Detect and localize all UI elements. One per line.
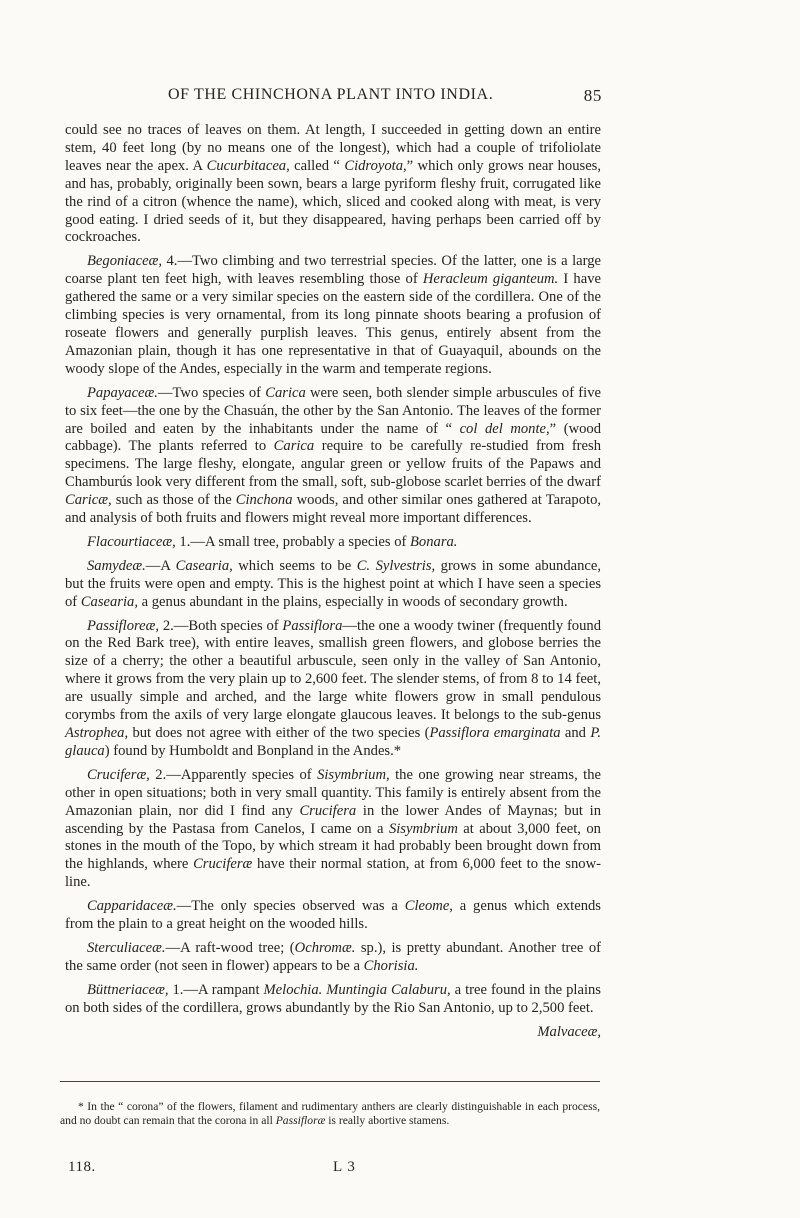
text-run: * In the “ corona” of the flowers, filament and rudimentary anthers are clearly distinguishable in each process, and no doubt can remain that the corona in all: [60, 1100, 600, 1127]
text-run: a genus which extends from the plain to a great height on the wooded hills.: [65, 898, 601, 933]
text-run: —A raft-wood tree; (: [165, 939, 295, 956]
family-name: Begoniaceæ,: [87, 253, 162, 270]
running-header: [0, 86, 800, 110]
family-name: Samydeæ.: [87, 557, 146, 574]
paragraph-papayaceae: [65, 385, 601, 528]
text-run: 1.—A rampant: [168, 981, 264, 998]
italic-run: Heracleum giganteum.: [422, 271, 559, 288]
italic-run: Cleome,: [404, 898, 453, 915]
italic-run: Caricæ,: [65, 492, 112, 509]
family-name: Sterculiaceæ.: [87, 939, 166, 956]
family-name: Flacourtiaceæ,: [87, 533, 176, 550]
text-run: require to be carefully re-studied from fresh specimens. The large fleshy, elongate, angular green or yellow fruits of the Papaws and Chamburús look very different from the small, soft, sub-globose scarlet berries of the dwarf: [65, 438, 601, 491]
text-run: 1.—A small tree, probably a species of: [175, 533, 411, 550]
italic-run: Sisymbrium,: [317, 766, 390, 783]
paragraph-begoniaceae: [65, 253, 601, 378]
text-run: 2.—Apparently species of: [149, 766, 318, 783]
signature-mark: L 3: [333, 1159, 356, 1175]
italic-run: Cucurbitacea,: [206, 157, 290, 174]
paragraph-cucurbitacea: [65, 122, 601, 247]
catchword-line: [65, 1024, 601, 1042]
text-run: ” (wood cabbage). The plants referred to: [65, 420, 601, 455]
italic-run: Bonara.: [410, 533, 458, 550]
text-run: were seen, both slender simple arbuscules of five to six feet—the one by the Chasuán, the other by the San Antonio. The leaves of the former are boiled and eaten by the inhabitants under the name of “: [65, 384, 601, 437]
text-run: is really abortive stamens.: [325, 1114, 450, 1127]
italic-run: Cinchona: [235, 492, 293, 509]
italic-run: Passifloræ: [275, 1114, 326, 1127]
family-name: Cruciferæ,: [87, 766, 150, 783]
text-run: —A: [145, 557, 176, 574]
text-run: —the one a woody twiner (frequently found on the Red Bark tree), with entire leaves, smallish green flowers, and globose berries the size of a cherry; the other a beautiful arbuscule, seen only in the valley of San Antonio, where it grows from the very plain up to 2,600 feet. The slender stems, of from 8 to 14 feet, are usually simple and arched, and the large white flowers grow in small pendulous corymbs from the axils of very large elongate glaucous leaves. It belongs to the sub-genus: [65, 617, 601, 724]
paragraph-flacourtiaceae: [65, 534, 601, 552]
paragraph-capparidaceae: [65, 898, 601, 934]
text-run: ” which only grows near houses, and has, probably, originally been sown, bears a large pyriform fleshy fruit, corrugated like the rind of a citron (whence the name), which, sliced and cooked along with meat, is very good eating. I dried seeds of it, but they disappeared, having perhaps been carried off by cockroaches.: [65, 157, 601, 246]
italic-run: Melochia.: [263, 981, 323, 998]
text-run: could see no traces of leaves on them. At length, I succeeded in getting down an entire stem, 40 feet long (by no means one of the longest), which had a couple of trifoliolate leaves near the apex. A: [65, 122, 601, 174]
text-run: woods, and other similar ones gathered at Tarapoto, and analysis of both fruits and flowers might reveal more important differences.: [65, 492, 602, 527]
text-run: I have gathered the same or a very similar species on the eastern side of the cordillera. One of the climbing species is very ornamental, from its long pinnate shoots bearing a profusion of roseate flowers and generally purplish leaves. This genus, entirely absent from the Amazonian plain, though it has one representative in that of Guayaquil, abounds on the woody slope of the Andes, especially in the warm and temperate regions.: [65, 271, 601, 377]
text-run: 4.—Two climbing and two terrestrial species. Of the latter, one is a large coarse plant ten feet high, with leaves resembling those of: [65, 253, 601, 288]
paragraph-cruciferae: [65, 767, 601, 892]
footnote: [60, 1100, 600, 1128]
family-name: Passifloreæ,: [87, 617, 160, 634]
italic-run: C. Sylvestris,: [356, 557, 436, 574]
italic-run: Cruciferæ: [193, 856, 253, 873]
running-title: OF THE CHINCHONA PLANT INTO INDIA.: [168, 86, 494, 103]
text-run: a genus abundant in the plains, especially in woods of secondary growth.: [137, 593, 568, 610]
family-name: Büttneriaceæ,: [87, 981, 169, 998]
paragraph-sterculiaceae: [65, 940, 601, 976]
paragraph-samydeae: [65, 558, 601, 612]
italic-run: Astrophea,: [65, 725, 129, 741]
footnote-rule: [60, 1081, 600, 1082]
text-run: called “: [289, 157, 345, 174]
family-name: Papayaceæ.: [87, 384, 158, 401]
italic-run: Crucifera: [299, 802, 357, 819]
italic-run: Passiflora emarginata: [429, 725, 561, 741]
text-run: a tree found in the plains on both sides of the cordillera, grows abundantly by the Rio San Antonio, up to 2,500 feet.: [65, 981, 601, 1016]
italic-run: Muntingia Calaburu,: [326, 981, 451, 998]
text-run: which seems to be: [232, 557, 357, 574]
italic-run: P. glauca: [65, 725, 601, 759]
text-run: sp.), is pretty abundant. Another tree of the same order (not seen in flower) appears to be a: [65, 939, 601, 974]
italic-run: Cidroyota,: [344, 157, 407, 174]
italic-run: Casearia,: [80, 593, 138, 610]
text-run: 2.—Both species of: [159, 617, 283, 634]
italic-run: col del monte,: [459, 420, 550, 437]
text-run: but does not agree with either of the two species (: [128, 725, 430, 741]
text-run: —The only species observed was a: [176, 898, 405, 915]
italic-run: Ochromæ.: [294, 939, 356, 956]
italic-run: Casearia,: [175, 557, 233, 574]
paragraph-passifloreae: [65, 618, 601, 761]
italic-run: Sisymbrium: [388, 820, 458, 837]
text-run: and: [560, 725, 591, 741]
italic-run: Passiflora: [282, 617, 343, 634]
text-run: the one growing near streams, the other in open situations; both in very small quantity. This family is entirely absent from the Amazonian plain, nor did I find any: [65, 766, 601, 819]
text-run: such as those of the: [111, 492, 236, 509]
text-run: have their normal station, at from 6,000 feet to the snow-line.: [65, 856, 601, 891]
body-text: [65, 122, 601, 1048]
italic-run: Carica: [265, 384, 306, 401]
italic-run: Carica: [273, 438, 315, 455]
signature-number: 118.: [68, 1159, 96, 1175]
text-run: at about 3,000 feet, on stones in the mouth of the Topo, by which stream it had probably been brought down from the highlands, where: [65, 820, 601, 873]
text-run: grows in some abundance, but the fruits were open and empty. This is the highest point at which I have seen a species of: [65, 557, 601, 610]
paragraph-buttneriaceae: [65, 982, 601, 1018]
italic-run: Chorisia.: [363, 957, 419, 974]
text-run: in the lower Andes of Maynas; but in ascending by the Pastasa from Canelos, I came on a: [65, 802, 601, 837]
page-number: 85: [583, 86, 602, 105]
text-run: —Two species of: [157, 384, 266, 401]
family-name: Capparidaceæ.: [87, 898, 177, 915]
text-run: ) found by Humboldt and Bonpland in the Andes.*: [104, 742, 402, 759]
catchword: Malvaceæ,: [537, 1023, 601, 1040]
